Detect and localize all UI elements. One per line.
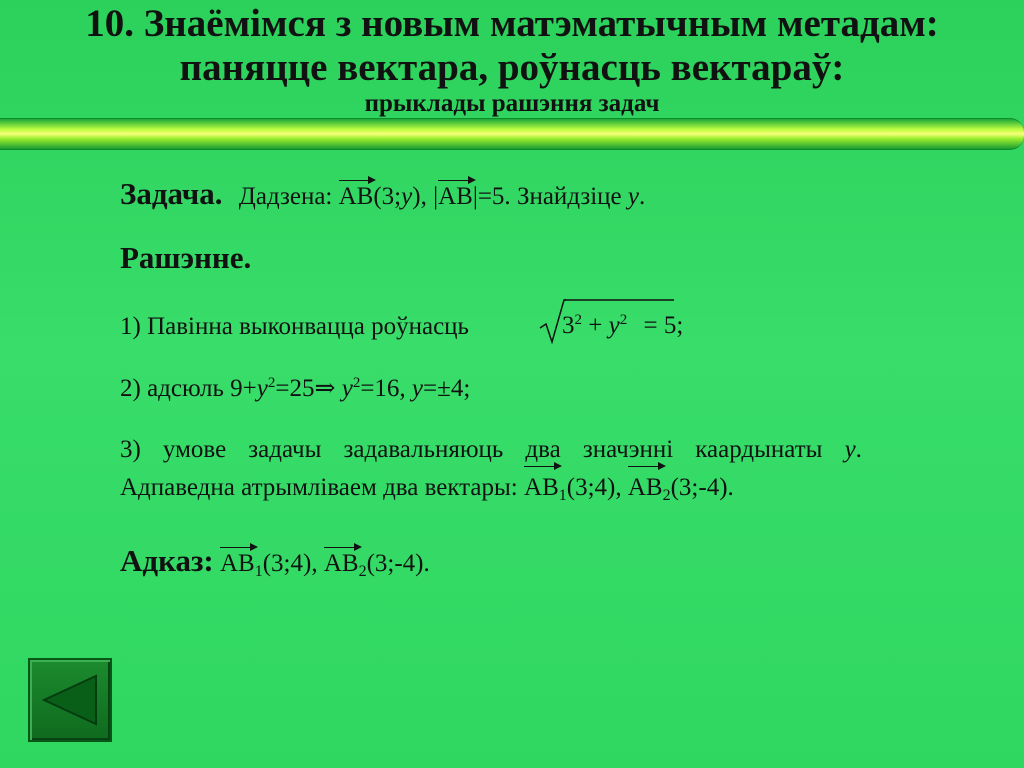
step3-word: два xyxy=(525,436,561,463)
formula-plus: + xyxy=(588,312,603,339)
answer-sub1: 1 xyxy=(254,563,263,580)
task-find-var: y xyxy=(627,183,639,210)
answer-vector-ab1: AB xyxy=(220,550,255,577)
solution-label: Рашэнне. xyxy=(120,240,252,275)
abs-open: | xyxy=(433,183,439,210)
step3-word: 3) xyxy=(120,436,141,463)
decorative-divider xyxy=(0,118,1024,150)
answer-coords2: (3;-4). xyxy=(366,550,430,577)
slide-title xyxy=(0,2,1024,90)
step-3 xyxy=(120,431,862,515)
step2-exp-1: 2 xyxy=(267,375,276,391)
step3-line-1 xyxy=(120,431,862,469)
formula-exp-2: 2 xyxy=(619,312,628,328)
vector-ab1: AB xyxy=(524,469,559,507)
step3-word: умове xyxy=(162,436,227,463)
title-line-2: паняцце вектара, роўнасць вектараў: xyxy=(179,46,845,89)
implies-icon: ⇒ xyxy=(314,375,336,402)
step3-word: значэнні xyxy=(582,436,674,463)
title-line-1: 10. Знаёмімся з новым матэматычным метадам: xyxy=(85,2,939,45)
step2-prefix: 2) адсюль 9+ xyxy=(120,375,257,402)
step2-result: =±4; xyxy=(423,375,471,402)
answer-vector-ab2: AB xyxy=(323,550,359,577)
task-coords: (3; xyxy=(373,183,402,210)
vector-ab: AB xyxy=(338,183,374,210)
step1-text: 1) Павінна выконвацца роўнасць xyxy=(120,313,469,340)
task-period: . xyxy=(639,183,646,210)
step2-eq2: =16, xyxy=(360,375,406,402)
formula-base: 3 xyxy=(562,312,575,339)
task-label: Задача. xyxy=(120,176,223,211)
formula-result: = 5; xyxy=(643,312,684,339)
task-find: Знайдзіце xyxy=(516,183,622,210)
task-var-y: y xyxy=(401,183,413,210)
step3-word: задавальняюць xyxy=(343,436,504,463)
triangle-left-icon xyxy=(40,672,100,728)
step3-var: y xyxy=(844,436,856,463)
step3-sub1: 1 xyxy=(558,487,567,504)
step3-coords2: (3;-4). xyxy=(670,474,734,501)
step2-var-2: y xyxy=(341,375,353,402)
step2-var-1: y xyxy=(256,375,268,402)
task-given: Дадзена: xyxy=(238,183,333,210)
step3-var-wrap xyxy=(845,431,862,469)
answer-label: Адказ: xyxy=(120,543,214,578)
step2-var-3: y xyxy=(411,375,424,402)
sqrt-bar xyxy=(564,299,674,305)
vector-ab2: AB xyxy=(628,469,663,507)
answer-coords1: (3;4), xyxy=(262,550,318,577)
step3-coords1: (3;4), xyxy=(566,474,622,501)
task-close: ), xyxy=(412,183,427,210)
formula-exp-1: 2 xyxy=(574,312,582,328)
task-statement xyxy=(120,176,645,212)
formula-var: y xyxy=(608,312,620,339)
step2-exp-2: 2 xyxy=(352,375,361,391)
step3-end: . xyxy=(855,436,862,463)
vector-ab-abs: AB xyxy=(438,183,473,210)
step-1 xyxy=(120,313,469,341)
step3-word: каардынаты xyxy=(695,436,823,463)
step3-sub2: 2 xyxy=(662,487,671,504)
answer-sub2: 2 xyxy=(358,563,367,580)
slide-subtitle: прыклады рашэння задач xyxy=(364,90,660,117)
back-button[interactable] xyxy=(28,658,112,742)
formula-body xyxy=(562,312,683,340)
answer xyxy=(120,543,430,581)
solution-heading xyxy=(120,240,251,276)
step3-word: задачы xyxy=(248,436,322,463)
step3-line-2 xyxy=(120,469,862,515)
step2-eq: =25 xyxy=(275,375,315,402)
step-2 xyxy=(120,373,470,403)
abs-close: |=5. xyxy=(472,183,511,210)
step3-line2-prefix: Адпаведна атрымліваем два вектары: xyxy=(120,474,518,501)
